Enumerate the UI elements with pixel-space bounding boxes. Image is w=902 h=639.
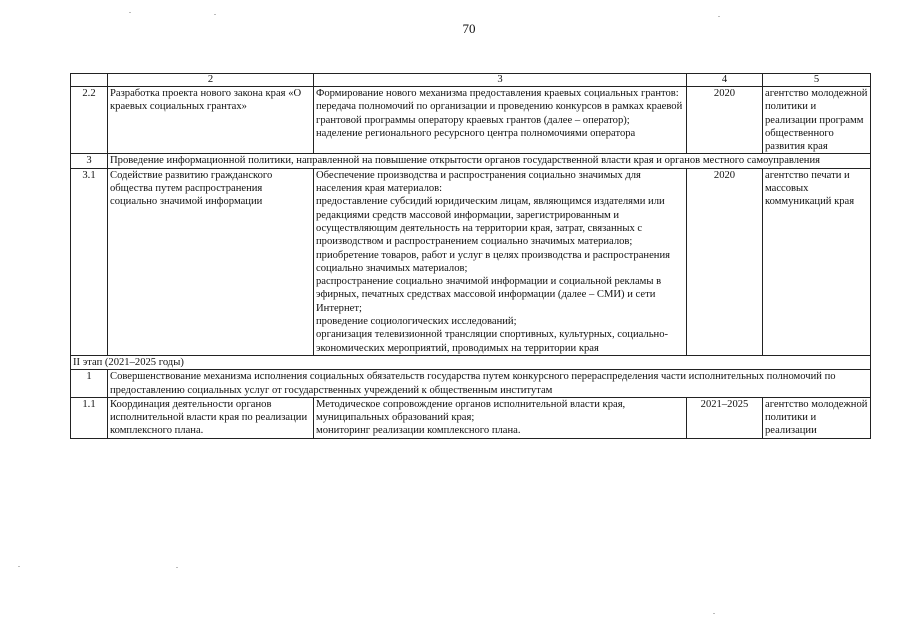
executor: агентство печати и массовых коммуникаций края [763, 168, 871, 355]
row-number: 2.2 [71, 87, 108, 154]
content-line: Методическое сопровождение органов исполнительной власти края, муниципальных образований края; [316, 398, 626, 424]
column-number-1 [71, 74, 108, 87]
column-number-4: 4 [687, 74, 763, 87]
table-row-2-2 [71, 87, 871, 154]
section-title: Проведение информационной политики, направленной на повышение открытости органов государственной власти края и органов местного самоуправления [108, 154, 871, 168]
table-row-1 [71, 370, 871, 398]
content-line: передача полномочий по организации и проведению конкурсов в рамках краевой грантовой программы оператору краевых грантов (далее – оператор); [316, 101, 683, 126]
content-line: распространение социально значимой информации и социальной рекламы в эфирных, печатных средствах массовой информации (далее – СМИ) и сети Интернет; [316, 276, 662, 314]
measure-content [314, 397, 687, 438]
content-line: предоставление субсидий юридическим лицам, являющимся издателями или редакциями средств массовой информации, зарегистрированным и осуществляющим деятельность на территории края, затрат, связанных с производством и распространением социально значимых материалов; [316, 196, 665, 248]
deadline: 2020 [687, 87, 763, 154]
executor: агентство молодежной политики и реализации программ общественного развития края [763, 87, 871, 154]
measure-content [314, 87, 687, 154]
deadline: 2020 [687, 168, 763, 355]
executor: агентство молодежной политики и реализации [763, 397, 871, 438]
row-number: 3 [71, 154, 108, 168]
section-title: Совершенствование механизма исполнения социальных обязательств государства путем конкурсного перераспределения части исполнительных полномочий по предоставлению социальных услуг от государственных учреждений к общественным институтам [108, 370, 871, 398]
row-number: 1 [71, 370, 108, 398]
column-number-row [71, 74, 871, 87]
content-line: Формирование нового механизма предоставления краевых социальных грантов: [316, 88, 679, 99]
row-number: 3.1 [71, 168, 108, 355]
measure-name: Разработка проекта нового закона края «О краевых социальных грантах» [108, 87, 314, 154]
scan-speck [214, 14, 216, 15]
program-table [70, 73, 871, 439]
table-row-stage [71, 355, 871, 369]
scan-speck [713, 613, 715, 614]
scan-speck [176, 567, 178, 568]
measure-name: Координация деятельности органов исполнительной власти края по реализации комплексного плана. [108, 397, 314, 438]
column-number-3: 3 [314, 74, 687, 87]
scan-speck [18, 566, 20, 567]
table-row-1-1 [71, 397, 871, 438]
content-line: наделение регионального ресурсного центра полномочиями оператора [316, 127, 636, 139]
measure-content [314, 168, 687, 355]
measure-name: Содействие развитию гражданского общества путем распространения социально значимой информации [108, 168, 314, 355]
scan-speck [129, 12, 131, 13]
column-number-2: 2 [108, 74, 314, 87]
content-line: приобретение товаров, работ и услуг в целях производства и распространения социально значимых материалов; [316, 249, 670, 274]
content-line: организация телевизионной трансляции спортивных, культурных, социально-экономических мероприятий, проводимых на территории края [316, 329, 669, 354]
table-row-3-1 [71, 168, 871, 355]
content-line: проведение социологических исследований; [316, 316, 517, 328]
content-line: мониторинг реализации комплексного плана. [316, 425, 521, 437]
page-number: 70 [462, 21, 476, 36]
table-row-3 [71, 154, 871, 168]
stage-title: II этап (2021–2025 годы) [71, 355, 871, 369]
deadline: 2021–2025 [687, 397, 763, 438]
row-number: 1.1 [71, 397, 108, 438]
scan-speck [718, 16, 720, 17]
content-line: Обеспечение производства и распространения социально значимых для населения края материалов: [316, 169, 641, 195]
column-number-5: 5 [763, 74, 871, 87]
